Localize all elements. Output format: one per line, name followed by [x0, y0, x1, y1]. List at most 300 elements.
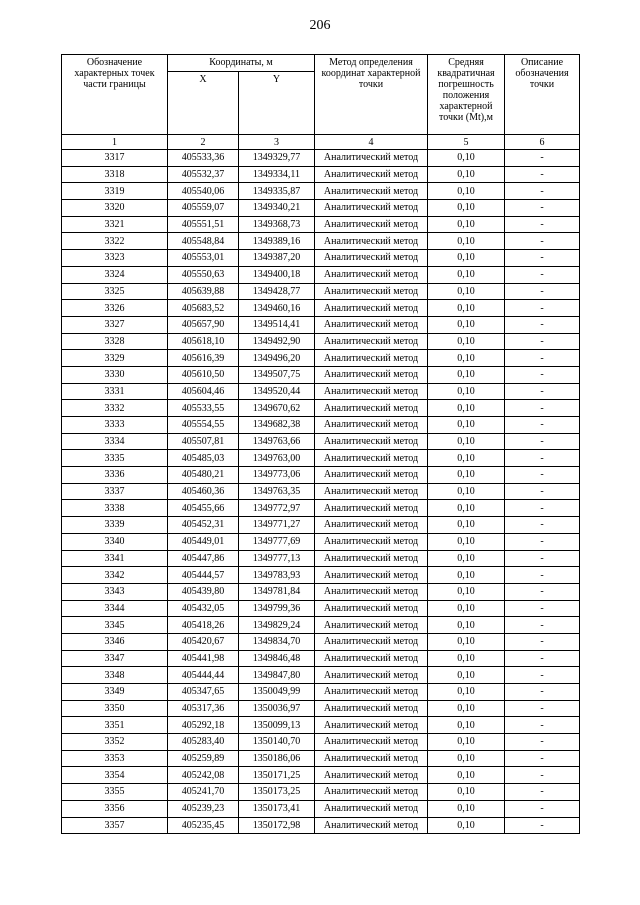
- column-number: 3: [239, 135, 315, 150]
- point-number-cell: 3337: [62, 483, 168, 500]
- mean-error-cell: 0,10: [428, 717, 505, 734]
- y-coordinate-cell: 1349496,20: [239, 350, 315, 367]
- point-number-cell: 3333: [62, 417, 168, 434]
- description-cell: -: [505, 750, 580, 767]
- point-number-cell: 3319: [62, 183, 168, 200]
- method-cell: Аналитический метод: [315, 583, 428, 600]
- method-cell: Аналитический метод: [315, 433, 428, 450]
- x-coordinate-cell: 405683,52: [168, 300, 239, 317]
- y-coordinate-cell: 1349329,77: [239, 150, 315, 167]
- x-coordinate-cell: 405480,21: [168, 467, 239, 484]
- x-coordinate-cell: 405657,90: [168, 316, 239, 333]
- header-method: Метод определения координат характерной точки: [315, 55, 428, 135]
- x-coordinate-cell: 405533,55: [168, 400, 239, 417]
- x-coordinate-cell: 405292,18: [168, 717, 239, 734]
- point-number-cell: 3331: [62, 383, 168, 400]
- method-cell: Аналитический метод: [315, 333, 428, 350]
- y-coordinate-cell: 1349520,44: [239, 383, 315, 400]
- method-cell: Аналитический метод: [315, 684, 428, 701]
- x-coordinate-cell: 405548,84: [168, 233, 239, 250]
- point-number-cell: 3345: [62, 617, 168, 634]
- mean-error-cell: 0,10: [428, 600, 505, 617]
- method-cell: Аналитический метод: [315, 266, 428, 283]
- x-coordinate-cell: 405551,51: [168, 216, 239, 233]
- x-coordinate-cell: 405533,36: [168, 150, 239, 167]
- table-row: [62, 500, 580, 517]
- y-coordinate-cell: 1349368,73: [239, 216, 315, 233]
- table-row: [62, 684, 580, 701]
- x-coordinate-cell: 405639,88: [168, 283, 239, 300]
- y-coordinate-cell: 1349799,36: [239, 600, 315, 617]
- mean-error-cell: 0,10: [428, 250, 505, 267]
- x-coordinate-cell: 405550,63: [168, 266, 239, 283]
- point-number-cell: 3357: [62, 817, 168, 834]
- mean-error-cell: 0,10: [428, 433, 505, 450]
- mean-error-cell: 0,10: [428, 233, 505, 250]
- description-cell: -: [505, 617, 580, 634]
- x-coordinate-cell: 405559,07: [168, 200, 239, 217]
- table-row: [62, 567, 580, 584]
- y-coordinate-cell: 1349847,80: [239, 667, 315, 684]
- y-coordinate-cell: 1349829,24: [239, 617, 315, 634]
- description-cell: -: [505, 633, 580, 650]
- mean-error-cell: 0,10: [428, 667, 505, 684]
- point-number-cell: 3321: [62, 216, 168, 233]
- y-coordinate-cell: 1350186,06: [239, 750, 315, 767]
- method-cell: Аналитический метод: [315, 633, 428, 650]
- x-coordinate-cell: 405283,40: [168, 734, 239, 751]
- description-cell: -: [505, 467, 580, 484]
- description-cell: -: [505, 600, 580, 617]
- method-cell: Аналитический метод: [315, 767, 428, 784]
- x-coordinate-cell: 405347,65: [168, 684, 239, 701]
- method-cell: Аналитический метод: [315, 550, 428, 567]
- table-row: [62, 233, 580, 250]
- y-coordinate-cell: 1350049,99: [239, 684, 315, 701]
- point-number-cell: 3356: [62, 800, 168, 817]
- mean-error-cell: 0,10: [428, 500, 505, 517]
- x-coordinate-cell: 405235,45: [168, 817, 239, 834]
- y-coordinate-cell: 1350172,98: [239, 817, 315, 834]
- table-row: [62, 383, 580, 400]
- x-coordinate-cell: 405618,10: [168, 333, 239, 350]
- column-number: 2: [168, 135, 239, 150]
- point-number-cell: 3343: [62, 583, 168, 600]
- description-cell: -: [505, 183, 580, 200]
- mean-error-cell: 0,10: [428, 300, 505, 317]
- method-cell: Аналитический метод: [315, 350, 428, 367]
- point-number-cell: 3329: [62, 350, 168, 367]
- point-number-cell: 3326: [62, 300, 168, 317]
- point-number-cell: 3339: [62, 517, 168, 534]
- mean-error-cell: 0,10: [428, 450, 505, 467]
- point-number-cell: 3317: [62, 150, 168, 167]
- header-mean-error: Средняя квадратичная погрешность положения характерной точки (Mt),м: [428, 55, 505, 135]
- table-row: [62, 400, 580, 417]
- point-number-cell: 3354: [62, 767, 168, 784]
- x-coordinate-cell: 405242,08: [168, 767, 239, 784]
- table-row: [62, 817, 580, 834]
- y-coordinate-cell: 1349834,70: [239, 633, 315, 650]
- y-coordinate-cell: 1349771,27: [239, 517, 315, 534]
- description-cell: -: [505, 517, 580, 534]
- x-coordinate-cell: 405239,23: [168, 800, 239, 817]
- method-cell: Аналитический метод: [315, 316, 428, 333]
- method-cell: Аналитический метод: [315, 450, 428, 467]
- method-cell: Аналитический метод: [315, 283, 428, 300]
- description-cell: -: [505, 200, 580, 217]
- description-cell: -: [505, 250, 580, 267]
- table-body: [62, 150, 580, 834]
- x-coordinate-cell: 405241,70: [168, 784, 239, 801]
- y-coordinate-cell: 1349460,16: [239, 300, 315, 317]
- method-cell: Аналитический метод: [315, 517, 428, 534]
- mean-error-cell: 0,10: [428, 166, 505, 183]
- y-coordinate-cell: 1349334,11: [239, 166, 315, 183]
- table-row: [62, 717, 580, 734]
- method-cell: Аналитический метод: [315, 417, 428, 434]
- table-row: [62, 166, 580, 183]
- table-header: [62, 55, 580, 150]
- mean-error-cell: 0,10: [428, 700, 505, 717]
- y-coordinate-cell: 1350036,97: [239, 700, 315, 717]
- point-number-cell: 3318: [62, 166, 168, 183]
- mean-error-cell: 0,10: [428, 150, 505, 167]
- method-cell: Аналитический метод: [315, 817, 428, 834]
- y-coordinate-cell: 1349514,41: [239, 316, 315, 333]
- method-cell: Аналитический метод: [315, 183, 428, 200]
- description-cell: -: [505, 734, 580, 751]
- method-cell: Аналитический метод: [315, 734, 428, 751]
- boundary-points-table: [61, 54, 580, 834]
- table-row: [62, 583, 580, 600]
- method-cell: Аналитический метод: [315, 750, 428, 767]
- description-cell: -: [505, 150, 580, 167]
- description-cell: -: [505, 333, 580, 350]
- y-coordinate-cell: 1349389,16: [239, 233, 315, 250]
- description-cell: -: [505, 650, 580, 667]
- point-number-cell: 3324: [62, 266, 168, 283]
- table-row: [62, 650, 580, 667]
- description-cell: -: [505, 216, 580, 233]
- point-number-cell: 3355: [62, 784, 168, 801]
- y-coordinate-cell: 1349773,06: [239, 467, 315, 484]
- x-coordinate-cell: 405444,57: [168, 567, 239, 584]
- description-cell: -: [505, 817, 580, 834]
- method-cell: Аналитический метод: [315, 700, 428, 717]
- method-cell: Аналитический метод: [315, 166, 428, 183]
- method-cell: Аналитический метод: [315, 800, 428, 817]
- description-cell: -: [505, 684, 580, 701]
- y-coordinate-cell: 1349777,69: [239, 533, 315, 550]
- method-cell: Аналитический метод: [315, 617, 428, 634]
- description-cell: -: [505, 567, 580, 584]
- table-row: [62, 333, 580, 350]
- mean-error-cell: 0,10: [428, 467, 505, 484]
- description-cell: -: [505, 233, 580, 250]
- y-coordinate-cell: 1349335,87: [239, 183, 315, 200]
- y-coordinate-cell: 1349492,90: [239, 333, 315, 350]
- mean-error-cell: 0,10: [428, 633, 505, 650]
- mean-error-cell: 0,10: [428, 200, 505, 217]
- method-cell: Аналитический метод: [315, 533, 428, 550]
- table-row: [62, 600, 580, 617]
- description-cell: -: [505, 266, 580, 283]
- column-number: 4: [315, 135, 428, 150]
- method-cell: Аналитический метод: [315, 216, 428, 233]
- point-number-cell: 3320: [62, 200, 168, 217]
- point-number-cell: 3347: [62, 650, 168, 667]
- table-row: [62, 734, 580, 751]
- point-number-cell: 3325: [62, 283, 168, 300]
- mean-error-cell: 0,10: [428, 483, 505, 500]
- header-x: X: [168, 72, 239, 135]
- y-coordinate-cell: 1349846,48: [239, 650, 315, 667]
- x-coordinate-cell: 405532,37: [168, 166, 239, 183]
- table-row: [62, 200, 580, 217]
- table-row: [62, 266, 580, 283]
- x-coordinate-cell: 405460,36: [168, 483, 239, 500]
- table-row: [62, 517, 580, 534]
- table-row: [62, 550, 580, 567]
- point-number-cell: 3341: [62, 550, 168, 567]
- point-number-cell: 3348: [62, 667, 168, 684]
- x-coordinate-cell: 405441,98: [168, 650, 239, 667]
- method-cell: Аналитический метод: [315, 717, 428, 734]
- mean-error-cell: 0,10: [428, 216, 505, 233]
- y-coordinate-cell: 1349340,21: [239, 200, 315, 217]
- description-cell: -: [505, 784, 580, 801]
- x-coordinate-cell: 405507,81: [168, 433, 239, 450]
- table-row: [62, 483, 580, 500]
- point-number-cell: 3322: [62, 233, 168, 250]
- y-coordinate-cell: 1349428,77: [239, 283, 315, 300]
- method-cell: Аналитический метод: [315, 650, 428, 667]
- point-number-cell: 3330: [62, 366, 168, 383]
- method-cell: Аналитический метод: [315, 784, 428, 801]
- page-number: 206: [309, 18, 331, 33]
- table-row: [62, 450, 580, 467]
- description-cell: -: [505, 417, 580, 434]
- x-coordinate-cell: 405604,46: [168, 383, 239, 400]
- description-cell: -: [505, 300, 580, 317]
- method-cell: Аналитический метод: [315, 600, 428, 617]
- y-coordinate-cell: 1349387,20: [239, 250, 315, 267]
- y-coordinate-cell: 1349763,00: [239, 450, 315, 467]
- method-cell: Аналитический метод: [315, 567, 428, 584]
- x-coordinate-cell: 405444,44: [168, 667, 239, 684]
- y-coordinate-cell: 1349783,93: [239, 567, 315, 584]
- description-cell: -: [505, 350, 580, 367]
- table-row: [62, 250, 580, 267]
- point-number-cell: 3332: [62, 400, 168, 417]
- table-row: [62, 467, 580, 484]
- table-row: [62, 300, 580, 317]
- column-numbers-row: [62, 135, 580, 150]
- point-number-cell: 3344: [62, 600, 168, 617]
- y-coordinate-cell: 1350173,41: [239, 800, 315, 817]
- point-number-cell: 3336: [62, 467, 168, 484]
- table-row: [62, 633, 580, 650]
- mean-error-cell: 0,10: [428, 617, 505, 634]
- description-cell: -: [505, 700, 580, 717]
- mean-error-cell: 0,10: [428, 283, 505, 300]
- y-coordinate-cell: 1350099,13: [239, 717, 315, 734]
- mean-error-cell: 0,10: [428, 750, 505, 767]
- table-row: [62, 150, 580, 167]
- method-cell: Аналитический метод: [315, 383, 428, 400]
- point-number-cell: 3346: [62, 633, 168, 650]
- y-coordinate-cell: 1349507,75: [239, 366, 315, 383]
- table-row: [62, 316, 580, 333]
- mean-error-cell: 0,10: [428, 333, 505, 350]
- point-number-cell: 3349: [62, 684, 168, 701]
- mean-error-cell: 0,10: [428, 650, 505, 667]
- description-cell: -: [505, 366, 580, 383]
- method-cell: Аналитический метод: [315, 667, 428, 684]
- y-coordinate-cell: 1349763,35: [239, 483, 315, 500]
- method-cell: Аналитический метод: [315, 500, 428, 517]
- x-coordinate-cell: 405439,80: [168, 583, 239, 600]
- description-cell: -: [505, 767, 580, 784]
- table-row: [62, 767, 580, 784]
- table-row: [62, 216, 580, 233]
- x-coordinate-cell: 405317,36: [168, 700, 239, 717]
- y-coordinate-cell: 1349670,62: [239, 400, 315, 417]
- table-row: [62, 750, 580, 767]
- mean-error-cell: 0,10: [428, 183, 505, 200]
- y-coordinate-cell: 1349763,66: [239, 433, 315, 450]
- y-coordinate-cell: 1349682,38: [239, 417, 315, 434]
- table-row: [62, 350, 580, 367]
- y-coordinate-cell: 1350171,25: [239, 767, 315, 784]
- point-number-cell: 3327: [62, 316, 168, 333]
- table-row: [62, 433, 580, 450]
- mean-error-cell: 0,10: [428, 400, 505, 417]
- y-coordinate-cell: 1349400,18: [239, 266, 315, 283]
- method-cell: Аналитический метод: [315, 150, 428, 167]
- x-coordinate-cell: 405616,39: [168, 350, 239, 367]
- table-row: [62, 800, 580, 817]
- table-row: [62, 667, 580, 684]
- x-coordinate-cell: 405455,66: [168, 500, 239, 517]
- table-row: [62, 183, 580, 200]
- x-coordinate-cell: 405420,67: [168, 633, 239, 650]
- mean-error-cell: 0,10: [428, 517, 505, 534]
- description-cell: -: [505, 717, 580, 734]
- description-cell: -: [505, 667, 580, 684]
- point-number-cell: 3338: [62, 500, 168, 517]
- x-coordinate-cell: 405540,06: [168, 183, 239, 200]
- table-row: [62, 366, 580, 383]
- description-cell: -: [505, 800, 580, 817]
- point-number-cell: 3323: [62, 250, 168, 267]
- mean-error-cell: 0,10: [428, 784, 505, 801]
- mean-error-cell: 0,10: [428, 366, 505, 383]
- description-cell: -: [505, 533, 580, 550]
- description-cell: -: [505, 500, 580, 517]
- description-cell: -: [505, 383, 580, 400]
- table-row: [62, 417, 580, 434]
- header-coordinates: Координаты, м: [168, 55, 315, 72]
- table-row: [62, 784, 580, 801]
- mean-error-cell: 0,10: [428, 567, 505, 584]
- mean-error-cell: 0,10: [428, 800, 505, 817]
- description-cell: -: [505, 433, 580, 450]
- method-cell: Аналитический метод: [315, 300, 428, 317]
- description-cell: -: [505, 283, 580, 300]
- column-number: 6: [505, 135, 580, 150]
- table-row: [62, 533, 580, 550]
- method-cell: Аналитический метод: [315, 366, 428, 383]
- method-cell: Аналитический метод: [315, 467, 428, 484]
- x-coordinate-cell: 405418,26: [168, 617, 239, 634]
- method-cell: Аналитический метод: [315, 483, 428, 500]
- header-description: Описание обозначения точки: [505, 55, 580, 135]
- y-coordinate-cell: 1349781,84: [239, 583, 315, 600]
- header-y: Y: [239, 72, 315, 135]
- point-number-cell: 3335: [62, 450, 168, 467]
- point-number-cell: 3334: [62, 433, 168, 450]
- mean-error-cell: 0,10: [428, 817, 505, 834]
- method-cell: Аналитический метод: [315, 233, 428, 250]
- y-coordinate-cell: 1349777,13: [239, 550, 315, 567]
- x-coordinate-cell: 405432,05: [168, 600, 239, 617]
- x-coordinate-cell: 405610,50: [168, 366, 239, 383]
- x-coordinate-cell: 405485,03: [168, 450, 239, 467]
- point-number-cell: 3350: [62, 700, 168, 717]
- point-number-cell: 3352: [62, 734, 168, 751]
- description-cell: -: [505, 550, 580, 567]
- x-coordinate-cell: 405447,86: [168, 550, 239, 567]
- method-cell: Аналитический метод: [315, 200, 428, 217]
- column-number: 1: [62, 135, 168, 150]
- mean-error-cell: 0,10: [428, 383, 505, 400]
- description-cell: -: [505, 400, 580, 417]
- x-coordinate-cell: 405554,55: [168, 417, 239, 434]
- mean-error-cell: 0,10: [428, 417, 505, 434]
- mean-error-cell: 0,10: [428, 266, 505, 283]
- table-row: [62, 283, 580, 300]
- description-cell: -: [505, 316, 580, 333]
- mean-error-cell: 0,10: [428, 550, 505, 567]
- method-cell: Аналитический метод: [315, 250, 428, 267]
- description-cell: -: [505, 583, 580, 600]
- y-coordinate-cell: 1350140,70: [239, 734, 315, 751]
- mean-error-cell: 0,10: [428, 734, 505, 751]
- description-cell: -: [505, 166, 580, 183]
- table-row: [62, 617, 580, 634]
- point-number-cell: 3342: [62, 567, 168, 584]
- point-number-cell: 3353: [62, 750, 168, 767]
- table-row: [62, 700, 580, 717]
- method-cell: Аналитический метод: [315, 400, 428, 417]
- x-coordinate-cell: 405449,01: [168, 533, 239, 550]
- x-coordinate-cell: 405553,01: [168, 250, 239, 267]
- point-number-cell: 3340: [62, 533, 168, 550]
- mean-error-cell: 0,10: [428, 350, 505, 367]
- y-coordinate-cell: 1350173,25: [239, 784, 315, 801]
- description-cell: -: [505, 450, 580, 467]
- mean-error-cell: 0,10: [428, 316, 505, 333]
- mean-error-cell: 0,10: [428, 767, 505, 784]
- mean-error-cell: 0,10: [428, 533, 505, 550]
- mean-error-cell: 0,10: [428, 684, 505, 701]
- description-cell: -: [505, 483, 580, 500]
- x-coordinate-cell: 405259,89: [168, 750, 239, 767]
- column-number: 5: [428, 135, 505, 150]
- x-coordinate-cell: 405452,31: [168, 517, 239, 534]
